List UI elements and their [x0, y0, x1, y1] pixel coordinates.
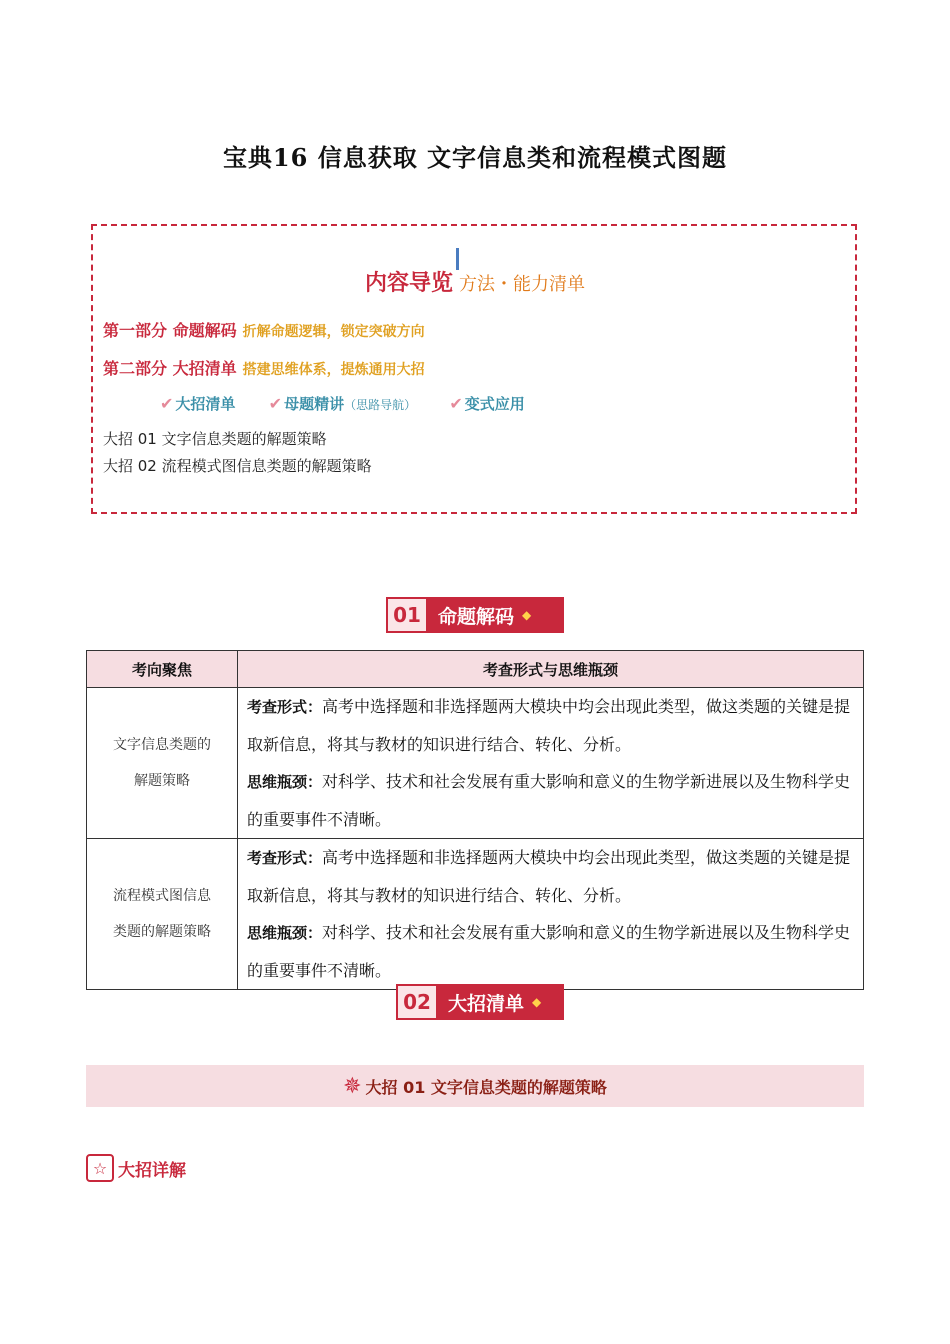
star-icon: ☆ — [86, 1154, 114, 1182]
section-label: 大招清单 ◆ — [436, 986, 562, 1018]
focus-cell: 文字信息类题的 解题策略 — [87, 688, 238, 839]
table-row — [87, 839, 864, 990]
guide-heading-main: 内容导览 — [364, 271, 453, 296]
bottleneck-key: 思维瓶颈： — [247, 773, 323, 791]
form-key: 考查形式： — [247, 698, 323, 716]
check-icon: ✔ — [268, 394, 283, 413]
check-icon: ✔ — [449, 394, 463, 413]
section-badge-01 — [386, 597, 564, 633]
section-label: 命题解码 ◆ — [426, 599, 562, 631]
description-cell — [238, 839, 864, 990]
description-cell — [238, 688, 864, 839]
guide-heading-sub: 方法・能力清单 — [459, 274, 585, 295]
check-item-2: ✔ 母题精讲（思路导航） — [268, 394, 417, 413]
diamond-icon: ◆ — [532, 995, 542, 1009]
guide-checklist — [160, 393, 553, 414]
table-header-row — [87, 651, 864, 688]
check-item-3: ✔ 变式应用 — [449, 394, 525, 413]
winged-emblem-icon: ✵ — [343, 1073, 362, 1099]
focus-cell: 流程模式图信息 类题的解题策略 — [87, 839, 238, 990]
guide-part-2 — [103, 356, 425, 379]
check-icon: ✔ — [160, 394, 174, 413]
table-row — [87, 688, 864, 839]
check-item-1: ✔ 大招清单 — [160, 394, 236, 413]
diamond-icon: ◆ — [522, 608, 532, 622]
technique-detail-heading — [86, 1154, 186, 1182]
detail-label: 大招详解 — [118, 1160, 186, 1181]
section-badge-02 — [396, 984, 564, 1020]
guide-item-1: 大招 01 文字信息类题的解题策略 — [103, 430, 327, 448]
part1-desc: 折解命题逻辑，锁定突破方向 — [242, 324, 425, 340]
bottleneck-text: 对科学、技术和社会发展有重大影响和意义的生物学新进展以及生物科学史的重要事件不清晰。 — [247, 772, 851, 829]
technique-01-title: 大招 01 文字信息类题的解题策略 — [365, 1077, 607, 1097]
part2-label: 第二部分 大招清单 — [103, 359, 237, 378]
part2-desc: 搭建思维体系，提炼通用大招 — [242, 362, 425, 378]
section-number: 02 — [398, 986, 436, 1018]
form-text: 高考中选择题和非选择题两大模块中均会出现此类型，做这类题的关键是提取新信息，将其与教材的知识进行结合、转化、分析。 — [247, 697, 851, 754]
part1-label: 第一部分 命题解码 — [103, 321, 237, 340]
document-title: 宝典16 信息获取 文字信息类和流程模式图题 — [222, 143, 728, 172]
form-key: 考查形式： — [247, 849, 323, 867]
guide-part-1 — [103, 318, 425, 341]
table-header: 考查形式与思维瓶颈 — [238, 651, 864, 688]
check-note: （思路导航） — [344, 398, 417, 412]
guide-heading — [0, 266, 950, 297]
focus-table — [86, 650, 864, 990]
guide-item-2: 大招 02 流程模式图信息类题的解题策略 — [103, 457, 372, 475]
section-number: 01 — [388, 599, 426, 631]
form-text: 高考中选择题和非选择题两大模块中均会出现此类型，做这类题的关键是提取新信息，将其与教材的知识进行结合、转化、分析。 — [247, 848, 851, 905]
bottleneck-key: 思维瓶颈： — [247, 924, 323, 942]
technique-01-banner — [86, 1065, 864, 1107]
table-header: 考向聚焦 — [87, 651, 238, 688]
bottleneck-text: 对科学、技术和社会发展有重大影响和意义的生物学新进展以及生物科学史的重要事件不清晰。 — [247, 923, 851, 980]
